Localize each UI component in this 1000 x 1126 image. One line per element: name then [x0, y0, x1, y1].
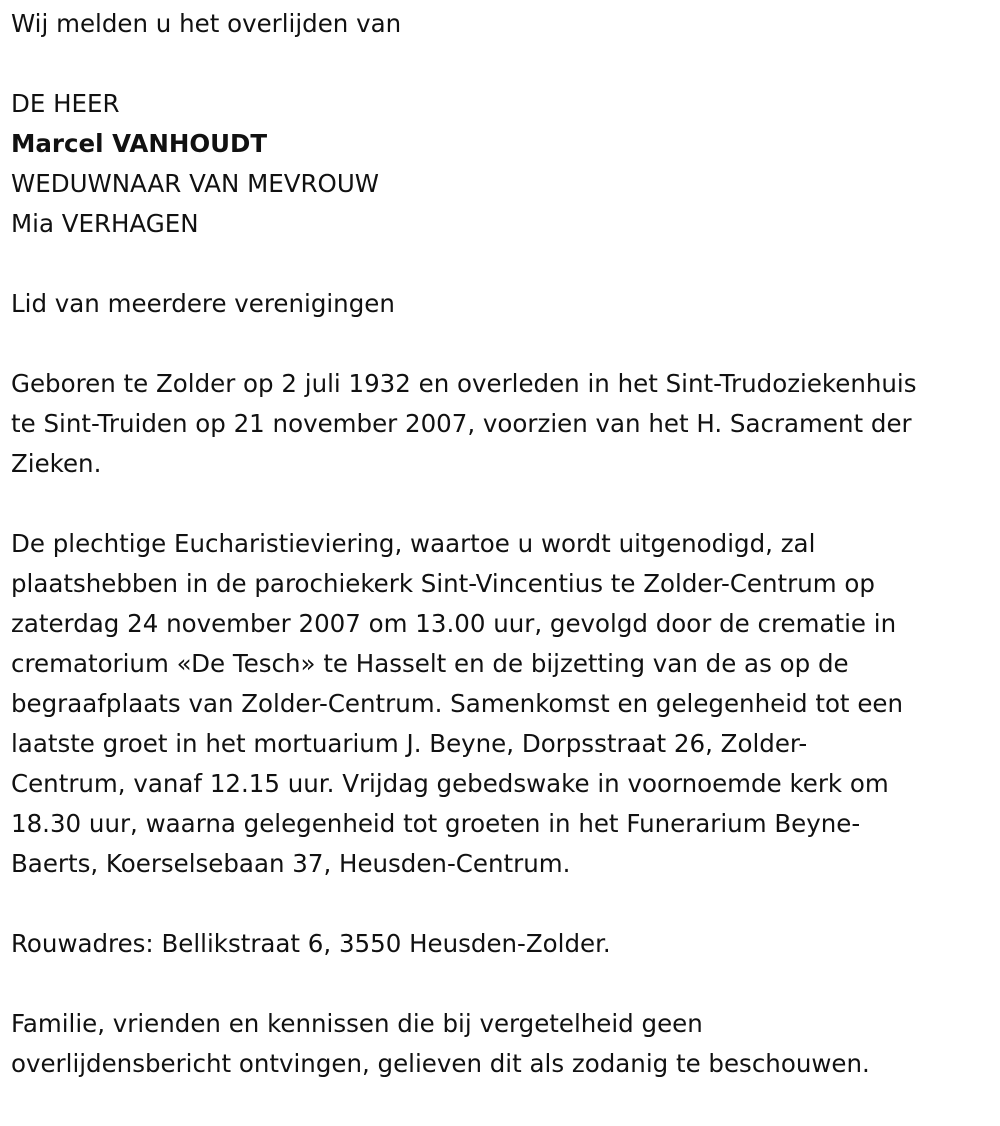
closing-line: overlijdensbericht ontvingen, gelieven dit als zodanig te beschouwen. — [11, 1049, 870, 1078]
membership-text: Lid van meerdere verenigingen — [11, 289, 395, 318]
birth-death-line: te Sint-Truiden op 21 november 2007, voorzien van het H. Sacrament der — [11, 409, 912, 438]
closing-line: Familie, vrienden en kennissen die bij vergetelheid geen — [11, 1009, 703, 1038]
death-notice — [11, 4, 996, 1084]
ceremony-line: laatste groet in het mortuarium J. Beyne, Dorpsstraat 26, Zolder- — [11, 729, 808, 758]
birth-death-line: Geboren te Zolder op 2 juli 1932 en overleden in het Sint-Trudoziekenhuis — [11, 369, 917, 398]
ceremony-line: zaterdag 24 november 2007 om 13.00 uur, gevolgd door de crematie in — [11, 609, 897, 638]
ceremony-line: 18.30 uur, waarna gelegenheid tot groeten in het Funerarium Beyne- — [11, 809, 861, 838]
spouse-name: Mia VERHAGEN — [11, 209, 199, 238]
birth-death-paragraph — [11, 364, 996, 484]
spacer — [11, 44, 996, 84]
ceremony-line: crematorium «De Tesch» te Hasselt en de bijzetting van de as op de — [11, 649, 849, 678]
ceremony-paragraph — [11, 524, 996, 884]
ceremony-line: begraafplaats van Zolder-Centrum. Samenkomst en gelegenheid tot een — [11, 689, 904, 718]
relation-label: WEDUWNAAR VAN MEVROUW — [11, 169, 379, 198]
ceremony-line: Baerts, Koerselsebaan 37, Heusden-Centrum. — [11, 849, 571, 878]
spacer — [11, 244, 996, 284]
intro-text: Wij melden u het overlijden van — [11, 9, 402, 38]
closing-paragraph — [11, 1004, 996, 1084]
spacer — [11, 484, 996, 524]
ceremony-line: plaatshebben in de parochiekerk Sint-Vincentius te Zolder-Centrum op — [11, 569, 875, 598]
mourning-address: Rouwadres: Bellikstraat 6, 3550 Heusden-Zolder. — [11, 929, 611, 958]
spacer — [11, 884, 996, 924]
birth-death-line: Zieken. — [11, 449, 102, 478]
spacer — [11, 964, 996, 1004]
ceremony-line: Centrum, vanaf 12.15 uur. Vrijdag gebedswake in voornoemde kerk om — [11, 769, 889, 798]
spacer — [11, 324, 996, 364]
deceased-name: Marcel VANHOUDT — [11, 129, 268, 158]
ceremony-line: De plechtige Eucharistieviering, waartoe u wordt uitgenodigd, zal — [11, 529, 816, 558]
title-prefix: DE HEER — [11, 89, 120, 118]
